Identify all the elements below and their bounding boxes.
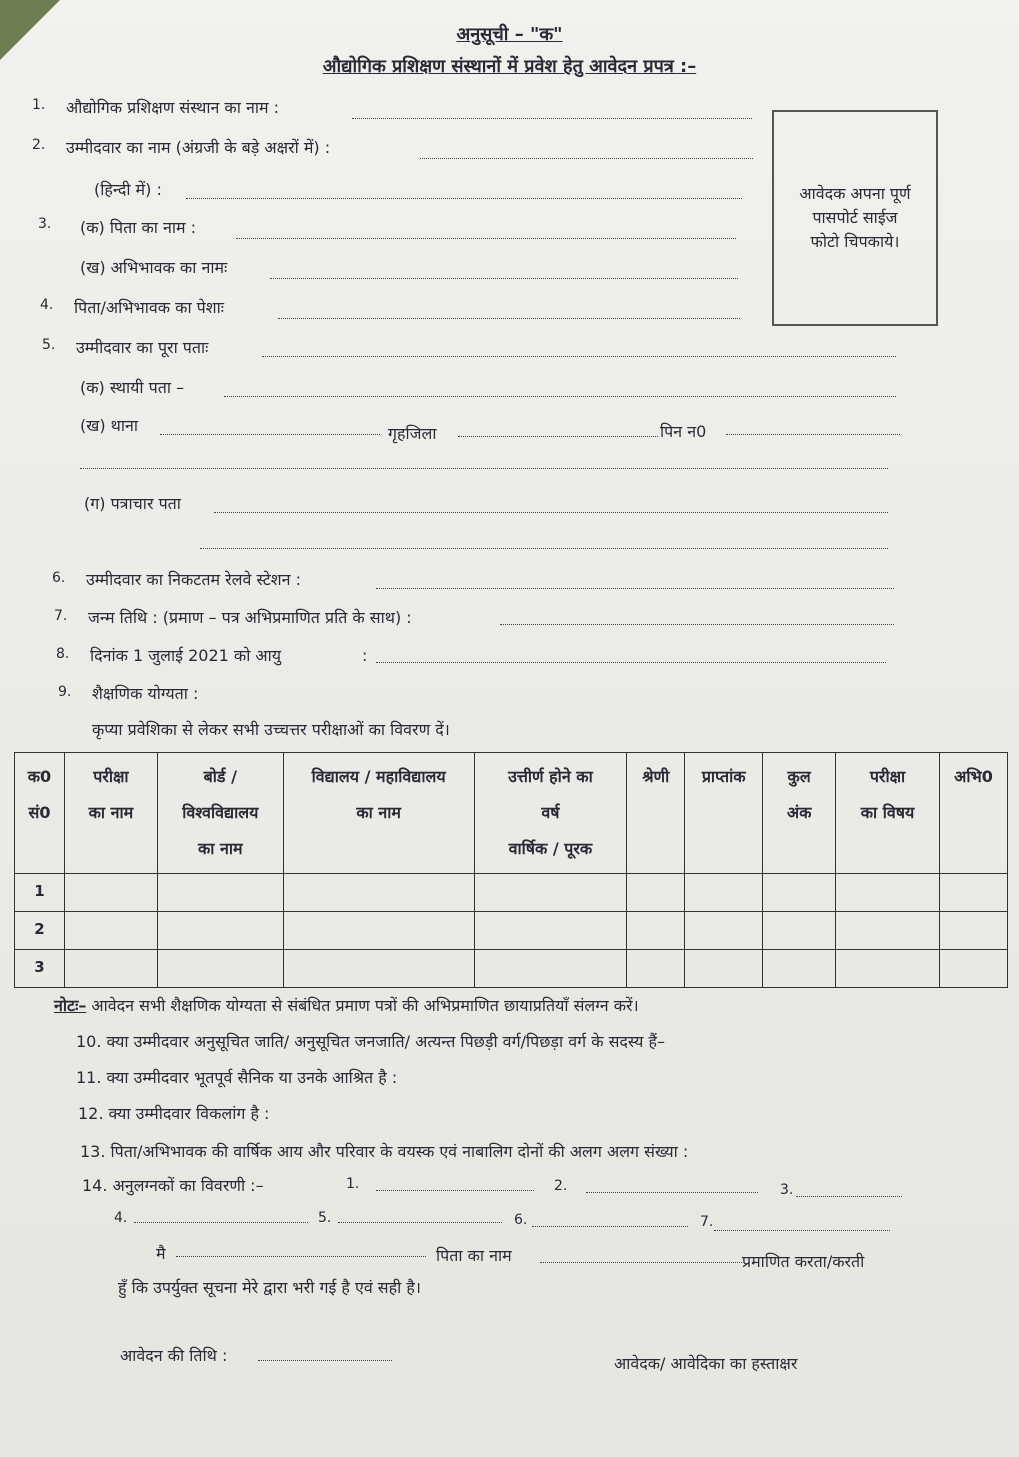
declaration-i: मै (156, 1244, 166, 1263)
table-cell[interactable] (939, 950, 1007, 988)
annexure-6-field[interactable] (532, 1226, 688, 1227)
field-number: 4. (40, 297, 54, 313)
table-cell[interactable] (157, 950, 283, 988)
table-cell[interactable] (685, 950, 763, 988)
education-label: शैक्षणिक योग्यता : (92, 684, 199, 703)
annexure-number: 6. (514, 1212, 528, 1228)
table-cell[interactable] (763, 874, 836, 912)
schedule-heading: अनुसूची – "क" (456, 24, 563, 45)
pin-code-label: पिन न0 (660, 422, 707, 441)
candidate-name-english-field[interactable] (420, 158, 753, 159)
annexure-2-field[interactable] (586, 1192, 758, 1193)
application-date-field[interactable] (258, 1360, 392, 1361)
form-title: औद्योगिक प्रशिक्षण संस्थानों में प्रवेश हेतु आवेदन प्रपत्र :– (322, 56, 697, 77)
table-cell[interactable] (474, 912, 627, 950)
row-number: 1 (15, 874, 65, 912)
field-number: 5. (42, 337, 56, 353)
table-cell[interactable] (64, 874, 157, 912)
table-header-row (15, 753, 1008, 874)
photo-instruction-3: फोटो चिपकाये। (810, 232, 900, 251)
col-division-header: श्रेणी (627, 753, 685, 874)
declaration-statement: हुँ कि उपर्युक्त सूचना मेरे द्वारा भरी गई है एवं सही है। (118, 1278, 421, 1297)
col-pass-year-header: उत्तीर्ण होने का वर्ष वार्षिक / पूरक (474, 753, 627, 874)
col-total-marks-header: कुल अंक (763, 753, 836, 874)
col-remarks-header: अभि0 (939, 753, 1007, 874)
annexure-1-field[interactable] (376, 1190, 534, 1191)
annexure-number: 5. (318, 1210, 332, 1226)
home-district-field[interactable] (458, 436, 658, 437)
table-cell[interactable] (627, 950, 685, 988)
table-cell[interactable] (64, 950, 157, 988)
occupation-label: पिता/अभिभावक का पेशाः (74, 298, 225, 317)
table-cell[interactable] (685, 874, 763, 912)
table-cell[interactable] (283, 912, 474, 950)
father-name-label: (क) पिता का नाम : (80, 218, 197, 237)
police-station-label: (ख) थाना (80, 416, 139, 435)
table-cell[interactable] (474, 950, 627, 988)
question-12: 12. क्या उम्मीदवार विकलांग है : (78, 1104, 270, 1123)
signature-label: आवेदक/ आवेदिका का हस्ताक्षर (614, 1354, 798, 1373)
pin-code-field[interactable] (726, 434, 900, 435)
note-label: नोटः– (54, 996, 87, 1015)
annexure-number: 4. (114, 1210, 128, 1226)
col-board-header: बोर्ड / विश्वविद्यालय का नाम (157, 753, 283, 874)
table-cell[interactable] (283, 874, 474, 912)
declaration-father-label: पिता का नाम (436, 1246, 512, 1265)
table-cell[interactable] (836, 874, 940, 912)
correspondence-address-field[interactable] (214, 512, 888, 513)
declarant-name-field[interactable] (176, 1256, 426, 1257)
railway-station-label: उम्मीदवार का निकटतम रेलवे स्टेशन : (86, 570, 301, 589)
table-cell[interactable] (283, 950, 474, 988)
col-school-header: विद्यालय / महाविद्यालय का नाम (283, 753, 474, 874)
annexure-label: 14. अनुलग्नकों का विवरणी :– (82, 1176, 264, 1195)
age-label: दिनांक 1 जुलाई 2021 को आयु (90, 646, 282, 665)
age-colon: : (362, 646, 368, 665)
guardian-name-field[interactable] (270, 278, 738, 279)
age-field[interactable] (376, 662, 886, 663)
field-number: 6. (52, 570, 66, 586)
institute-name-field[interactable] (352, 118, 752, 119)
table-row (15, 874, 1008, 912)
date-of-birth-label: जन्म तिथि : (प्रमाण – पत्र अभिप्रमाणित प्रति के साथ) : (88, 608, 412, 627)
col-marks-header: प्राप्तांक (685, 753, 763, 874)
table-cell[interactable] (64, 912, 157, 950)
field-number: 2. (32, 137, 46, 153)
table-cell[interactable] (685, 912, 763, 950)
field-number: 1. (32, 97, 46, 113)
annexure-number: 2. (554, 1178, 568, 1194)
col-exam-name-header: परीक्षा का नाम (64, 753, 157, 874)
question-11: 11. क्या उम्मीदवार भूतपूर्व सैनिक या उनके आश्रित है : (76, 1068, 398, 1087)
field-number: 3. (38, 216, 52, 232)
institute-name-label: औद्योगिक प्रशिक्षण संस्थान का नाम : (66, 98, 280, 117)
field-number: 9. (58, 684, 72, 700)
table-row (15, 912, 1008, 950)
annexure-number: 1. (346, 1176, 360, 1192)
question-13: 13. पिता/अभिभावक की वार्षिक आय और परिवार के वयस्क एवं नाबालिग दोनों की अलग अलग संख्या : (80, 1142, 689, 1161)
field-number: 7. (54, 608, 68, 624)
education-table (14, 752, 1008, 988)
police-station-field[interactable] (160, 434, 380, 435)
full-address-field[interactable] (262, 356, 896, 357)
table-cell[interactable] (836, 950, 940, 988)
annexure-5-field[interactable] (338, 1222, 502, 1223)
question-10: 10. क्या उम्मीदवार अनुसूचित जाति/ अनुसूचित जनजाति/ अत्यन्त पिछड़ी वर्ग/पिछड़ा वर्ग के सदस्य हैं– (76, 1032, 665, 1051)
table-cell[interactable] (836, 912, 940, 950)
annexure-number: 7. (700, 1214, 714, 1230)
candidate-name-hindi-label: (हिन्दी में) : (94, 180, 162, 199)
railway-station-field[interactable] (376, 588, 894, 589)
full-address-label: उम्मीदवार का पूरा पताः (76, 338, 209, 357)
note-text: आवेदन सभी शैक्षणिक योग्यता से संबंधित प्रमाण पत्रों की अभिप्रमाणित छायाप्रतियाँ संलग्न करें। (91, 996, 639, 1015)
col-subject-header: परीक्षा का विषय (836, 753, 940, 874)
photo-box[interactable] (772, 110, 938, 326)
declaration-certify: प्रमाणित करता/करती (742, 1252, 865, 1271)
table-cell[interactable] (763, 950, 836, 988)
date-of-birth-field[interactable] (500, 624, 894, 625)
candidate-name-label: उम्मीदवार का नाम (अंग्रजी के बड़े अक्षरों में) : (66, 138, 331, 157)
annexure-4-field[interactable] (134, 1222, 308, 1223)
table-cell[interactable] (157, 912, 283, 950)
annexure-number: 3. (780, 1182, 794, 1198)
application-date-label: आवेदन की तिथि : (120, 1346, 228, 1365)
table-row (15, 950, 1008, 988)
field-number: 8. (56, 646, 70, 662)
permanent-address-label: (क) स्थायी पता – (80, 378, 185, 397)
father-name-field[interactable] (236, 238, 736, 239)
photo-instruction-1: आवेदक अपना पूर्ण (799, 184, 911, 203)
table-cell[interactable] (474, 874, 627, 912)
correspondence-address-field-2[interactable] (200, 548, 888, 549)
table-cell[interactable] (627, 912, 685, 950)
table-cell[interactable] (627, 874, 685, 912)
occupation-field[interactable] (278, 318, 740, 319)
table-cell[interactable] (157, 874, 283, 912)
row-number: 2 (15, 912, 65, 950)
note (54, 994, 639, 1016)
annexure-3-field[interactable] (796, 1196, 902, 1197)
annexure-7-field[interactable] (714, 1230, 890, 1231)
address-continuation-field[interactable] (80, 468, 888, 469)
col-serial-header: क0 सं0 (15, 753, 65, 874)
photo-instruction-2: पासपोर्ट साईज (812, 208, 898, 227)
table-cell[interactable] (763, 912, 836, 950)
candidate-name-hindi-field[interactable] (186, 198, 742, 199)
correspondence-address-label: (ग) पत्राचार पता (84, 494, 181, 513)
home-district-label: गृहजिला (388, 424, 437, 443)
permanent-address-field[interactable] (224, 396, 896, 397)
declarant-father-field[interactable] (540, 1262, 742, 1263)
guardian-name-label: (ख) अभिभावक का नामः (80, 258, 228, 277)
table-cell[interactable] (939, 874, 1007, 912)
table-cell[interactable] (939, 912, 1007, 950)
row-number: 3 (15, 950, 65, 988)
education-instruction: कृप्या प्रवेशिका से लेकर सभी उच्चत्तर परीक्षाओं का विवरण दें। (92, 720, 450, 739)
